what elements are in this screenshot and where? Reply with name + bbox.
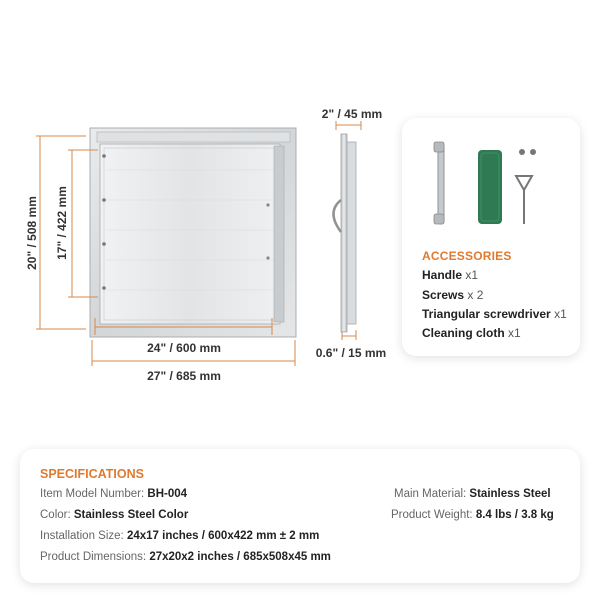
- accessories-card: [402, 118, 580, 356]
- thickness-label: 0.6" / 15 mm: [315, 346, 387, 360]
- spec-product-weight: Product Weight: 8.4 lbs / 3.8 kg: [391, 509, 554, 521]
- specifications-card: [20, 449, 580, 583]
- handle-icon: [434, 142, 444, 224]
- accessory-screwdriver: Triangular screwdriver x1: [422, 307, 567, 321]
- depth-label: 2" / 45 mm: [321, 107, 383, 121]
- spec-item-model: Item Model Number: BH-004: [40, 488, 188, 500]
- door-front-view: [90, 128, 296, 337]
- accessories-title: ACCESSORIES: [422, 249, 512, 263]
- outer-width-label: 27" / 685 mm: [147, 369, 221, 383]
- cleaning-cloth-icon: [478, 150, 502, 224]
- spec-installation-size: Installation Size: 24x17 inches / 600x422 mm ± 2 mm: [40, 530, 320, 542]
- accessories-images: [402, 118, 580, 238]
- inner-width-label: 24" / 600 mm: [147, 341, 221, 355]
- accessory-cleaning-cloth: Cleaning cloth x1: [422, 326, 521, 340]
- specifications-title: SPECIFICATIONS: [40, 467, 144, 481]
- spec-product-dimensions: Product Dimensions: 27x20x2 inches / 685x508x45 mm: [40, 551, 331, 563]
- accessory-handle: Handle x1: [422, 268, 479, 282]
- spec-color: Color: Stainless Steel Color: [40, 509, 189, 521]
- screws-icon: [519, 149, 536, 155]
- accessory-screws: Screws x 2: [422, 288, 484, 302]
- inner-height-label: 17" / 422 mm: [55, 186, 69, 260]
- outer-height-label: 20" / 508 mm: [25, 196, 39, 270]
- spec-main-material: Main Material: Stainless Steel: [394, 488, 551, 500]
- triangular-screwdriver-icon: [516, 176, 532, 224]
- door-side-view: [334, 134, 357, 332]
